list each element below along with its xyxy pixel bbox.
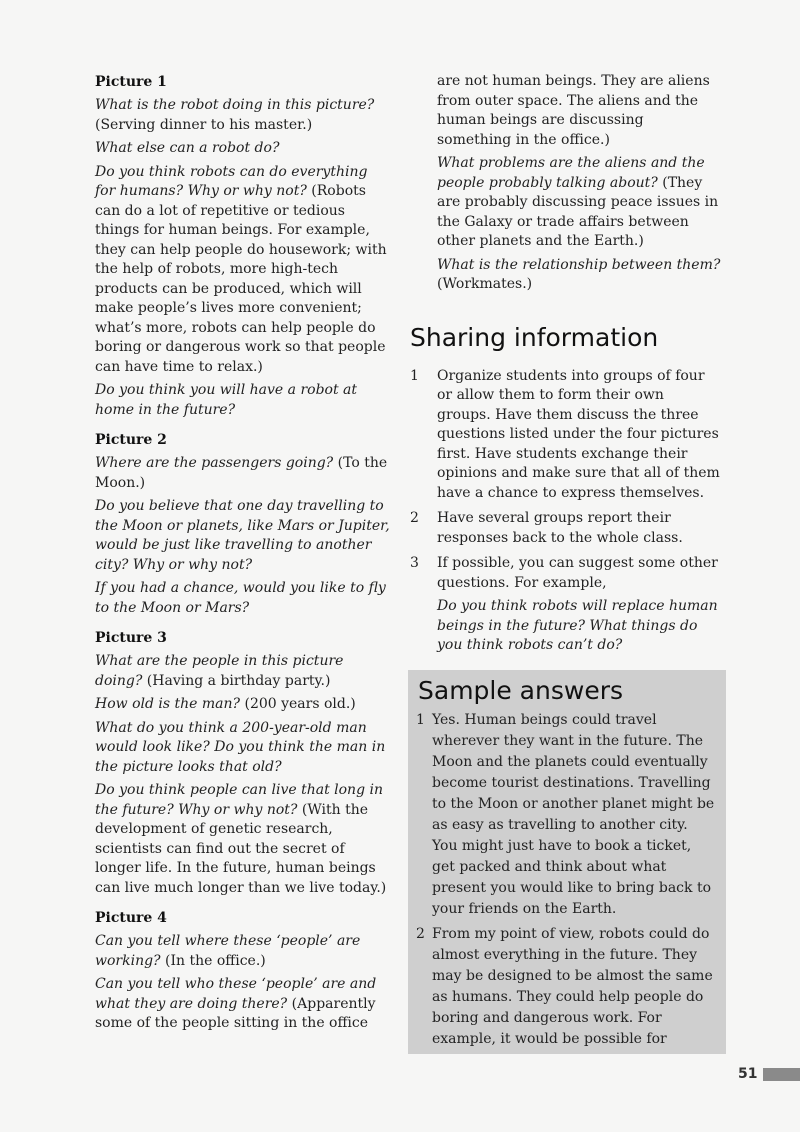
- answer-text: From my point of view, robots could do almost everything in the future. They may be designed to be almost the same as humans. They could help people do boring and dangerous work. For example, it would be possible for: [432, 925, 713, 1047]
- question: If you had a chance, would you like to fly to the Moon or Mars?: [95, 580, 386, 616]
- question: What are the people in this picture doing?: [95, 653, 344, 689]
- answer-text: Yes. Human beings could travel wherever they want in the future. The Moon and the planets could eventually become tourist destinations. Travelling to the Moon or another planet might be as easy as travelling to another city. You might just have to book a ticket, get packed and think about what present you would like to bring back to your friends on the Earth.: [432, 711, 715, 917]
- question: What is the relationship between them?: [437, 256, 721, 273]
- step-body: [437, 554, 722, 656]
- qa-item: [95, 497, 391, 575]
- qa-item: [95, 139, 391, 159]
- question: Do you think robots can do everything for humans? Why or why not?: [95, 163, 368, 199]
- answer: (Robots can do a lot of repetitive or tedious things for human beings. For example, they can help people do housework; with the help of robots, more high-tech products can be produced, which will make people’s lives more convenient; what’s more, robots can help people do boring or dangerous work so that people can have time to relax.): [95, 183, 387, 375]
- answer: (200 years old.): [240, 696, 356, 712]
- step-number: 2: [410, 510, 419, 526]
- answer: (Apparently some of the people sitting in the office: [95, 995, 376, 1031]
- step-number: 1: [410, 367, 419, 384]
- step-text: If possible, you can suggest some other questions. For example,: [437, 555, 718, 591]
- answer: (They are probably discussing peace issues in the Galaxy or trade affairs between other planets and the Earth.): [437, 174, 719, 249]
- qa-item: [95, 381, 391, 420]
- picture-4-section: [95, 908, 391, 1034]
- answer-number: 2: [416, 925, 425, 942]
- answer: (In the office.): [160, 952, 266, 969]
- qa-item: [410, 154, 722, 252]
- picture-1-section: [95, 72, 391, 420]
- qa-item: [95, 781, 391, 898]
- answer: (Serving dinner to his master.): [95, 116, 313, 133]
- sample-answers-box: [408, 670, 726, 1054]
- answer: (Workmates.): [437, 276, 533, 292]
- answer: (With the development of genetic research, scientists can find out the secret of longer life. In the future, human beings can live much longer than we live today.): [95, 801, 387, 896]
- picture-3-section: [95, 628, 391, 898]
- question: Do you think people can live that long in the future? Why or why not?: [95, 782, 383, 818]
- step-item: [410, 367, 722, 504]
- sharing-information-heading: Sharing information: [410, 322, 659, 352]
- qa-item: [95, 96, 391, 135]
- picture-2-section: [95, 430, 391, 618]
- sample-answers-heading: Sample answers: [418, 675, 624, 705]
- page-number: 51: [738, 1066, 758, 1082]
- qa-item: [95, 163, 391, 378]
- qa-item: [95, 932, 391, 971]
- answer: (To the Moon.): [95, 455, 388, 491]
- answer: (Having a birthday party.): [142, 672, 331, 689]
- answer-number: 1: [416, 711, 425, 728]
- question: What do you think a 200-year-old man would look like? Do you think the man in the picture looks that old?: [95, 719, 386, 775]
- picture-4-heading: Picture 4: [95, 910, 167, 926]
- step-item: [410, 509, 722, 548]
- right-column: [410, 72, 722, 1054]
- step-item: [410, 554, 722, 656]
- question: Where are the passengers going?: [95, 455, 334, 471]
- picture-2-heading: Picture 2: [95, 432, 167, 448]
- picture-3-heading: Picture 3: [95, 630, 167, 646]
- qa-item: [95, 975, 391, 1034]
- sample-answer-item: [416, 924, 716, 1050]
- qa-item: [95, 695, 391, 715]
- question: What else can a robot do?: [95, 140, 280, 156]
- continued-answer: are not human beings. They are aliens from outer space. The aliens and the human beings are discussing something in the office.): [437, 73, 710, 148]
- question: Can you tell where these ‘people’ are working?: [95, 933, 361, 969]
- left-column: [95, 72, 391, 1044]
- picture-1-heading: Picture 1: [95, 74, 167, 90]
- sample-answer-item: [416, 710, 716, 920]
- qa-item: [410, 256, 722, 295]
- qa-item: [95, 454, 391, 493]
- question: What problems are the aliens and the people probably talking about?: [437, 155, 705, 191]
- step-text: Organize students into groups of four or allow them to form their own groups. Have them discuss the three questions listed under the four pictures first. Have students exchange their opinions and make sure that all of them have a chance to express themselves.: [437, 367, 720, 501]
- step-text: Have several groups report their responses back to the whole class.: [437, 510, 683, 546]
- question: Can you tell who these ‘people’ are and what they are doing there?: [95, 976, 377, 1012]
- qa-item: [95, 719, 391, 778]
- question: How old is the man?: [95, 696, 241, 712]
- step-number: 3: [410, 555, 419, 571]
- qa-item: [95, 652, 391, 691]
- page-number-bar: [763, 1068, 800, 1081]
- example-question: Do you think robots will replace human beings in the future? What things do you think robots can’t do?: [437, 598, 718, 653]
- question: Do you believe that one day travelling to the Moon or planets, like Mars or Jupiter, would be just like travelling to another city? Why or why not?: [95, 498, 390, 573]
- question: Do you think you will have a robot at home in the future?: [95, 382, 358, 418]
- qa-item: [95, 579, 391, 618]
- question: What is the robot doing in this picture?: [95, 97, 375, 113]
